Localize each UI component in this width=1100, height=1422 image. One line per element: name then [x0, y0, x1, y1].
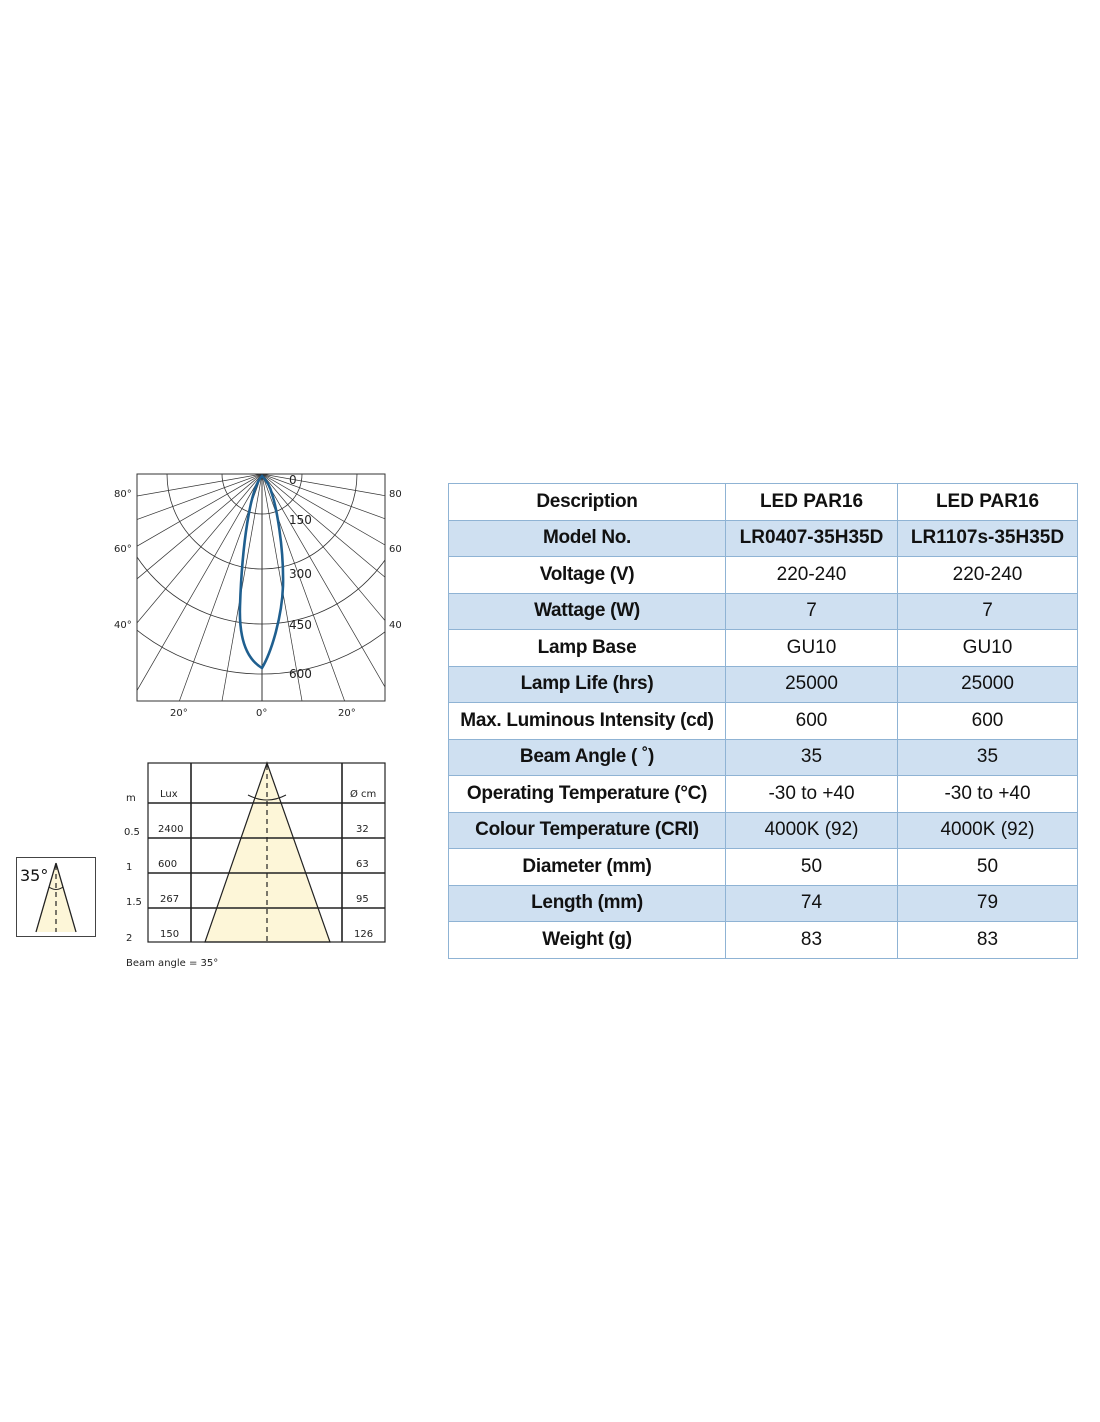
beam-lux-value: 2400: [158, 824, 184, 835]
table-header-row: [449, 484, 1078, 521]
row-label: Max. Luminous Intensity (cd): [449, 703, 726, 740]
polar-bottom-0: 0°: [256, 708, 268, 719]
row-label: Length (mm): [449, 885, 726, 922]
row-value-col1: LR0407-35H35D: [726, 520, 898, 557]
row-value-col2: 25000: [898, 666, 1078, 703]
beam-lux-value: 267: [160, 894, 180, 905]
polar-label-right-40: 40: [389, 620, 402, 631]
beam-illuminance-diagram: [110, 755, 400, 975]
table-row: [449, 593, 1078, 630]
polar-label-left-60: 60°: [114, 544, 132, 555]
beam-lux-header: Lux: [160, 789, 178, 800]
row-label: Wattage (W): [449, 593, 726, 630]
row-value-col1: 25000: [726, 666, 898, 703]
row-value-col2: 4000K (92): [898, 812, 1078, 849]
polar-label-left-80: 80°: [114, 489, 132, 500]
row-label: Lamp Base: [449, 630, 726, 667]
polar-label-left-40: 40°: [114, 620, 132, 631]
row-value-col2: GU10: [898, 630, 1078, 667]
row-value-col1: 7: [726, 593, 898, 630]
beam-cm-value: 95: [356, 894, 369, 905]
beam-m-header: m: [126, 793, 136, 804]
polar-radial-150: 150: [289, 513, 312, 527]
row-value-col1: -30 to +40: [726, 776, 898, 813]
row-label: Beam Angle ( ˚): [449, 739, 726, 776]
beam-m-value: 2: [126, 933, 133, 944]
header-col2: LED PAR16: [898, 484, 1078, 521]
table-row: [449, 630, 1078, 667]
beam-m-value: 0.5: [124, 827, 140, 838]
polar-radial-300: 300: [289, 567, 312, 581]
table-row: [449, 812, 1078, 849]
table-row: [449, 666, 1078, 703]
beam-m-value: 1.5: [126, 897, 142, 908]
row-label: Weight (g): [449, 922, 726, 959]
row-value-col1: 4000K (92): [726, 812, 898, 849]
row-label: Voltage (V): [449, 557, 726, 594]
row-value-col2: LR1107s-35H35D: [898, 520, 1078, 557]
polar-radial-600: 600: [289, 667, 312, 681]
polar-bottom-20-right: 20°: [338, 708, 356, 719]
table-row: [449, 922, 1078, 959]
polar-distribution-diagram: [100, 466, 420, 724]
row-label: Diameter (mm): [449, 849, 726, 886]
polar-radial-0: 0: [289, 473, 297, 487]
beam-cm-value: 63: [356, 859, 369, 870]
row-label: Operating Temperature (°C): [449, 776, 726, 813]
row-value-col2: 50: [898, 849, 1078, 886]
table-row: [449, 703, 1078, 740]
beam-caption: Beam angle = 35°: [126, 958, 219, 969]
row-value-col1: 50: [726, 849, 898, 886]
icon-angle-label: 35°: [20, 866, 49, 885]
beam-cm-value: 32: [356, 824, 369, 835]
polar-label-right-60: 60: [389, 544, 402, 555]
table-row: [449, 885, 1078, 922]
row-value-col2: 35: [898, 739, 1078, 776]
row-value-col2: 83: [898, 922, 1078, 959]
table-row: [449, 557, 1078, 594]
row-value-col2: -30 to +40: [898, 776, 1078, 813]
row-value-col1: 35: [726, 739, 898, 776]
table-row: [449, 849, 1078, 886]
row-label: Lamp Life (hrs): [449, 666, 726, 703]
header-description: Description: [449, 484, 726, 521]
row-value-col1: 220-240: [726, 557, 898, 594]
row-value-col2: 220-240: [898, 557, 1078, 594]
beam-lux-value: 150: [160, 929, 180, 940]
row-value-col1: 600: [726, 703, 898, 740]
spec-table: [448, 483, 1078, 959]
row-value-col2: 7: [898, 593, 1078, 630]
table-row: [449, 776, 1078, 813]
row-value-col2: 600: [898, 703, 1078, 740]
beam-cm-value: 126: [354, 929, 374, 940]
row-value-col2: 79: [898, 885, 1078, 922]
beam-cm-header: Ø cm: [350, 789, 377, 800]
row-label: Model No.: [449, 520, 726, 557]
row-value-col1: GU10: [726, 630, 898, 667]
beam-lux-value: 600: [158, 859, 178, 870]
row-value-col1: 74: [726, 885, 898, 922]
polar-bottom-20-left: 20°: [170, 708, 188, 719]
row-label: Colour Temperature (CRI): [449, 812, 726, 849]
beam-m-value: 1: [126, 862, 133, 873]
table-row: [449, 520, 1078, 557]
beam-cone: [205, 763, 330, 942]
polar-label-right-80: 80: [389, 489, 402, 500]
table-row: [449, 739, 1078, 776]
header-col1: LED PAR16: [726, 484, 898, 521]
row-value-col1: 83: [726, 922, 898, 959]
beam-angle-icon: [16, 857, 96, 937]
polar-radial-450: 450: [289, 618, 312, 632]
